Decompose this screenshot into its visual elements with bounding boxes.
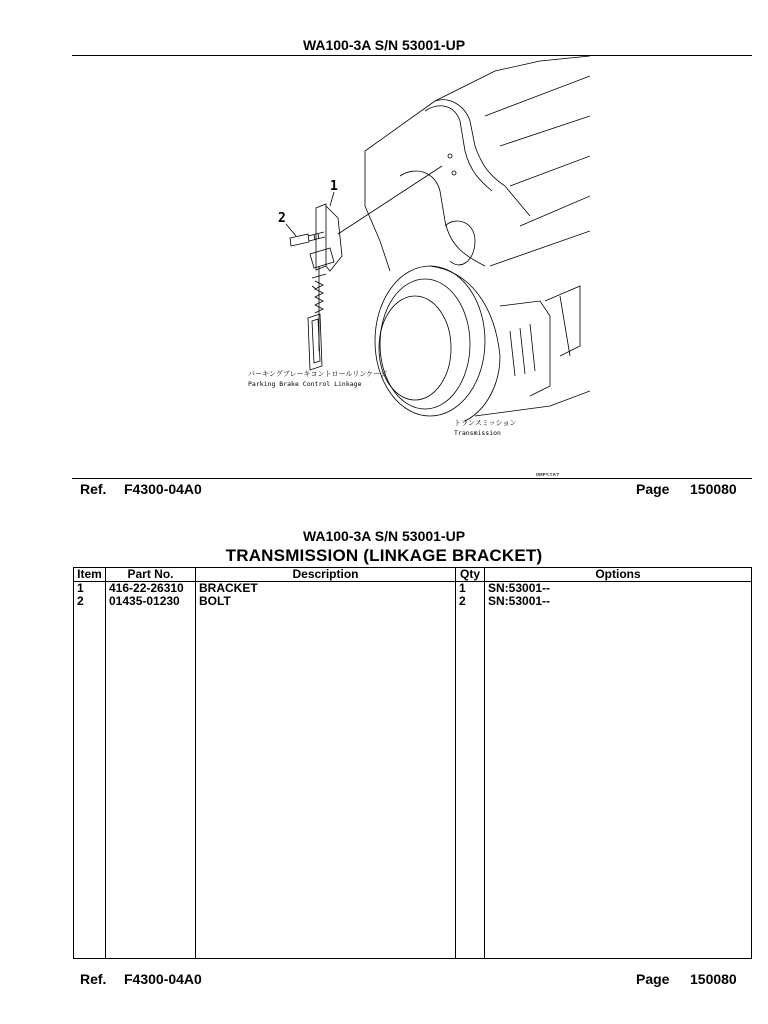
col-options: Options [485,568,752,582]
ref-value: F4300-04A0 [124,481,202,497]
jp-transmission-label: トランスミッション [454,419,517,427]
page-value: 150080 [690,481,737,497]
cell-options: SN:53001-- [485,582,752,596]
cell-item: 1 [74,582,106,596]
col-item: Item [74,568,106,582]
page-label-bottom: Page [636,971,670,987]
parts-page-title: TRANSMISSION (LINKAGE BRACKET) [225,546,543,565]
parts-table [73,567,752,959]
cell-part-no: 416-22-26310 [106,582,196,596]
en-linkage-label: Parking Brake Control Linkage [248,380,362,388]
parts-page-header: WA100-3A S/N 53001-UP [302,528,466,544]
parts-diagram [230,56,590,476]
cell-description: BOLT [196,595,456,608]
cell-item: 2 [74,595,106,608]
ref-value-bottom: F4300-04A0 [124,971,202,987]
drawing-code: PMES187 [536,473,560,476]
callout-1: 1 [330,179,338,194]
col-qty: Qty [456,568,485,582]
diagram-page-header: WA100-3A S/N 53001-UP [302,37,466,53]
cell-qty: 2 [456,595,485,608]
callout-2: 2 [278,211,286,226]
table-row [74,595,752,608]
cell-description: BRACKET [196,582,456,596]
en-transmission-label: Transmission [454,429,501,437]
ref-label-bottom: Ref. [80,971,107,987]
table-row [74,582,752,596]
col-description: Description [196,568,456,582]
page-value-bottom: 150080 [690,971,737,987]
table-header-row [74,568,752,582]
ref-label: Ref. [80,481,107,497]
cell-part-no: 01435-01230 [106,595,196,608]
cell-qty: 1 [456,582,485,596]
page-label: Page [636,481,670,497]
col-part-no: Part No. [106,568,196,582]
table-filler-row [74,608,752,959]
footer-rule-top [72,478,752,479]
jp-linkage-label: パーキングブレーキコントロールリンケージ [248,370,388,378]
cell-options: SN:53001-- [485,595,752,608]
